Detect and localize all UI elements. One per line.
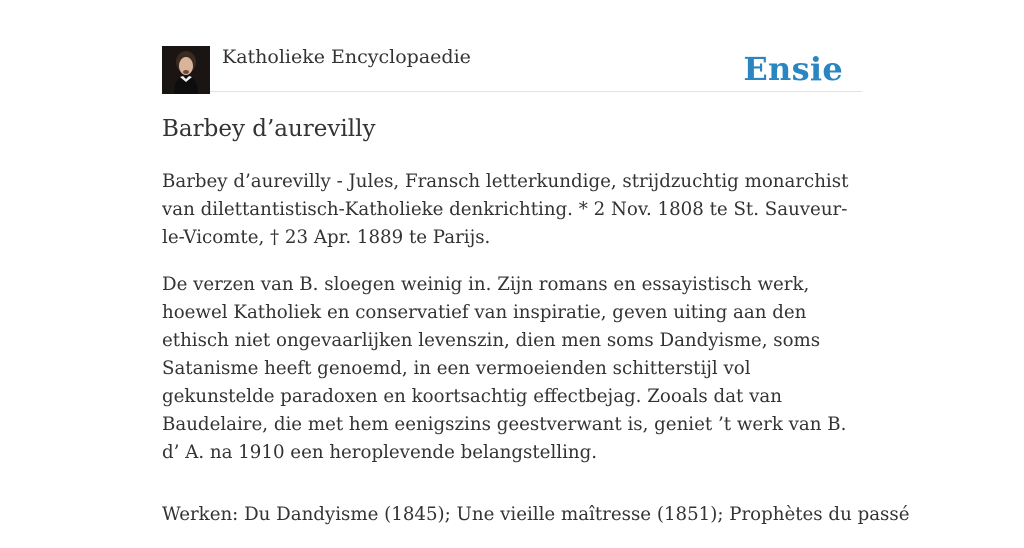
article-paragraph: Barbey d’aurevilly - Jules, Fransch letterkundige, strijdzuchtig monarchist van dilettantistisch-Katholieke denkrichting. * 2 Nov. 1808 te St. Sauveur-le-Vicomte, † 23 Apr. 1889 te Parijs. xyxy=(162,171,849,248)
article-title: Barbey d’aurevilly xyxy=(162,116,376,142)
site-name[interactable]: Katholieke Encyclopaedie xyxy=(222,46,471,68)
portrait-avatar-icon[interactable] xyxy=(162,46,210,94)
article-content xyxy=(162,168,910,548)
article-paragraph: De verzen van B. sloegen weinig in. Zijn romans en essayistisch werk, hoewel Katholiek en conservatief van inspiratie, geven uiting aan den ethisch niet ongevaarlijken levenszin, dien men soms Dandyisme, soms Satanisme heeft genoemd, in een vermoeienden schitterstijl vol gekunstelde paradoxen en koortsachtig effectbejag. Zooals dat van Baudelaire, die met hem eenigszins geestverwant is, geniet ’t werk van B. d’ A. na 1910 een heroplevende belangstelling. xyxy=(162,274,847,463)
ensie-logo[interactable]: Ensie xyxy=(743,50,843,88)
works-list: Werken: Du Dandyisme (1845); Une vieille maîtresse (1851); Prophètes du passé xyxy=(162,504,910,525)
site-header xyxy=(162,46,862,92)
